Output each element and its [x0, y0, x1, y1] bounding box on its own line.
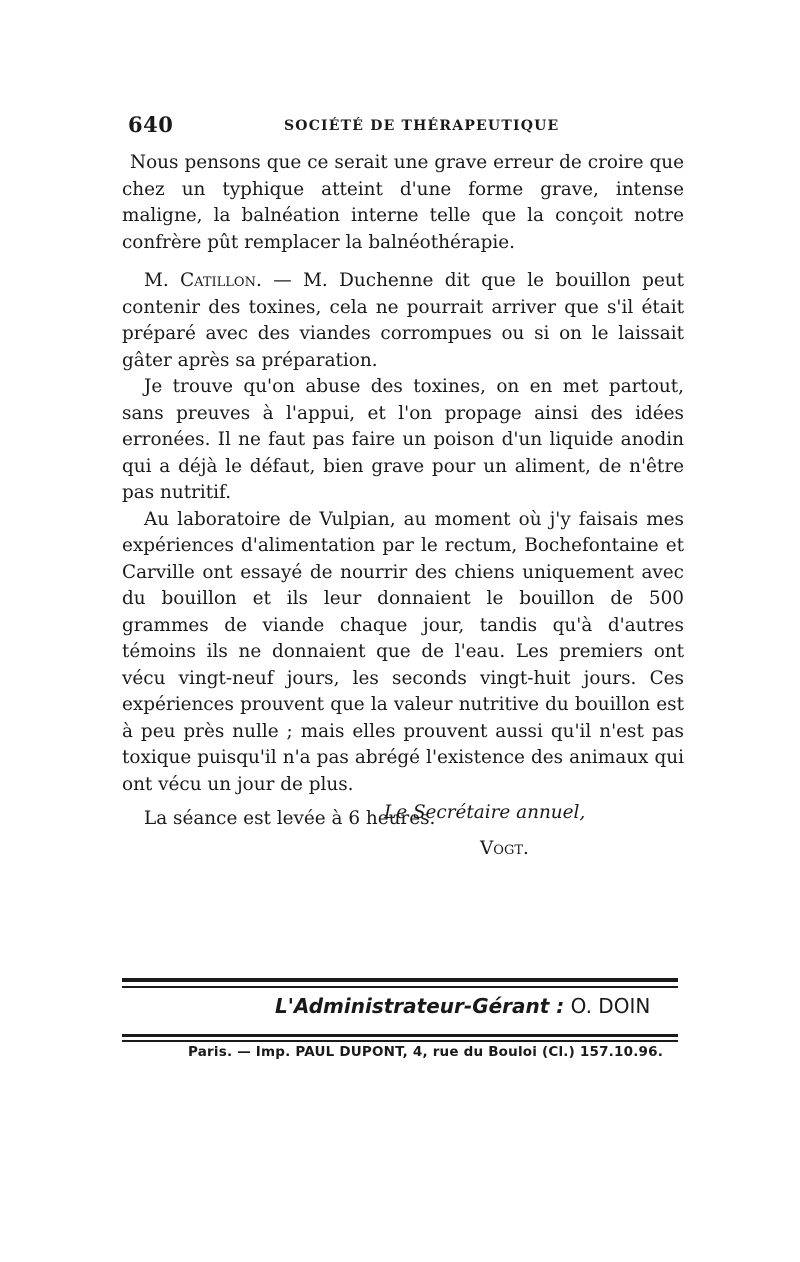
manager-line: [275, 994, 650, 1018]
divider-rule: [122, 986, 678, 988]
signature-name: Vogt.: [480, 838, 529, 859]
signature-title: Le Secrétaire annuel,: [384, 802, 586, 823]
running-head: [128, 112, 684, 142]
divider-rule: [122, 1040, 678, 1042]
journal-title: SOCIÉTÉ DE THÉRAPEUTIQUE: [284, 118, 560, 134]
manager-title: L'Administrateur-Gérant :: [275, 994, 565, 1018]
page-number: 640: [128, 112, 174, 137]
paragraph-toxines: Je trouve qu'on abuse des toxines, on en met partout, sans preuves à l'appui, et l'on propage ainsi des idées erronées. Il ne faut pas faire un poison d'un liquide anodin qui a déjà le défaut, bien grave pour un aliment, de n'être pas nutritif.: [122, 376, 684, 503]
speaker-name: M. Catillon.: [144, 270, 262, 291]
paragraph-speaker-text: — M. Duchenne dit que le bouillon peut contenir des toxines, cela ne pourrait arriver que s'il était préparé avec des viandes corrompues ou si on le laissait gâter après sa préparation.: [122, 270, 684, 371]
divider-rule: [122, 1034, 678, 1037]
printer-imprint: Paris. — Imp. PAUL DUPONT, 4, rue du Bouloi (Cl.) 157.10.96.: [188, 1044, 664, 1060]
paragraph-speaker: [122, 268, 684, 374]
closing-line: La séance est levée à 6 heures.: [144, 808, 436, 829]
divider-rule: [122, 978, 678, 982]
paragraph-experiences: Au laboratoire de Vulpian, au moment où j'y faisais mes expériences d'alimentation par le rectum, Bochefontaine et Carville ont essayé de nourrir des chiens uniquement avec du bouillon et ils leur donnaient le bouillon de 500 grammes de viande chaque jour, tandis qu'à d'autres témoins ils ne donnaient que de l'eau. Les premiers ont vécu vingt-neuf jours, les seconds vingt-huit jours. Ces expériences prouvent que la valeur nutritive du bouillon est à peu près nulle ; mais elles prouvent aussi qu'il n'est pas toxique puisqu'il n'a pas abrégé l'existence des animaux qui ont vécu un jour de plus.: [122, 508, 684, 795]
manager-name: O. DOIN: [570, 994, 651, 1018]
paragraph-intro: Nous pensons que ce serait une grave erreur de croire que chez un typhique atteint d'une forme grave, intense maligne, la balnéation interne telle que la conçoit notre confrère pût remplacer la balnéothérapie.: [122, 152, 684, 253]
body-text: [122, 150, 684, 833]
